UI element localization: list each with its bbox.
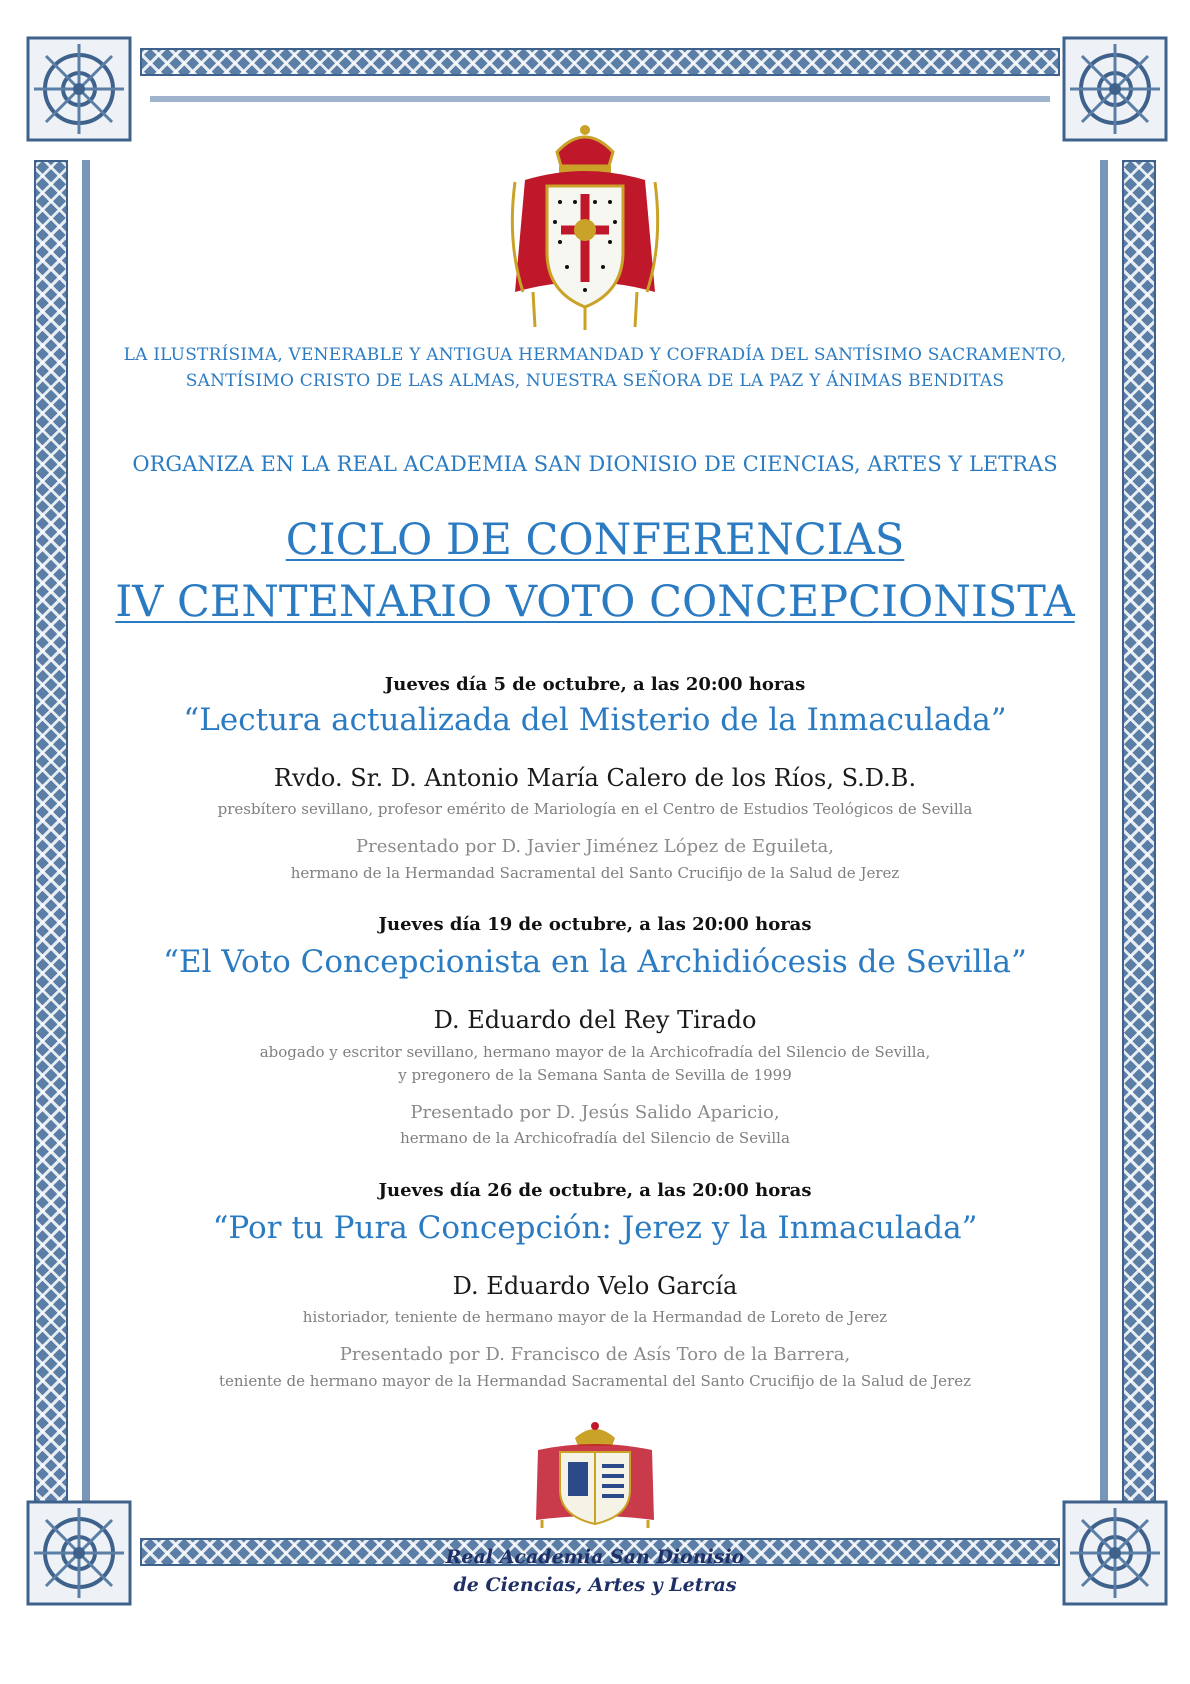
talk-speaker: D. Eduardo Velo García [452, 1272, 738, 1300]
ornamental-corner-icon [1060, 1498, 1170, 1608]
talk-date: Jueves día 5 de octubre, a las 20:00 horas [384, 674, 806, 695]
frame-top-border [140, 48, 1060, 76]
talk-speaker: D. Eduardo del Rey Tirado [433, 1006, 757, 1034]
talk-title: “Por tu Pura Concepción: Jerez y la Inmaculada” [212, 1210, 978, 1246]
frame-left-inner-line [82, 160, 90, 1514]
organizer-line-2: SANTÍSIMO CRISTO DE LAS ALMAS, NUESTRA SEÑORA DE LA PAZ Y ÁNIMAS BENDITAS [185, 371, 1005, 391]
academy-name-line-1: Real Academia San Dionisio [445, 1546, 745, 1568]
talk-presenter: Presentado por D. Francisco de Asís Toro de la Barrera, [339, 1344, 851, 1365]
talk-date: Jueves día 19 de octubre, a las 20:00 horas [378, 914, 812, 935]
cycle-title-line-2: IV CENTENARIO VOTO CONCEPCIONISTA [115, 577, 1075, 627]
academy-name-line-2: de Ciencias, Artes y Letras [453, 1574, 737, 1596]
talk-presenter: Presentado por D. Javier Jiménez López de Eguileta, [356, 836, 834, 857]
talk-speaker-role: abogado y escritor sevillano, hermano mayor de la Archicofradía del Silencio de Sevilla, [259, 1043, 931, 1061]
ornamental-corner-icon [1060, 34, 1170, 144]
talk-presenter: Presentado por D. Jesús Salido Aparicio, [410, 1102, 780, 1123]
hermandad-coat-of-arms-icon [505, 122, 665, 337]
talk-speaker-role: historiador, teniente de hermano mayor de la Hermandad de Loreto de Jerez [302, 1308, 888, 1326]
talk-presenter-role: hermano de la Hermandad Sacramental del Santo Crucifijo de la Salud de Jerez [290, 864, 900, 882]
talk-title: “Lectura actualizada del Misterio de la Inmaculada” [183, 702, 1007, 738]
talk-speaker-role: presbítero sevillano, profesor emérito de Mariología en el Centro de Estudios Teológicos de Sevilla [217, 800, 973, 818]
ornamental-corner-icon [24, 34, 134, 144]
frame-top-inner-line [150, 96, 1050, 102]
organizer-venue: ORGANIZA EN LA REAL ACADEMIA SAN DIONISIO DE CIENCIAS, ARTES Y LETRAS [132, 452, 1058, 476]
talk-title: “El Voto Concepcionista en la Archidiócesis de Sevilla” [163, 944, 1027, 980]
talk-presenter-role: teniente de hermano mayor de la Hermandad Sacramental del Santo Crucifijo de la Salud de Jerez [218, 1372, 972, 1390]
frame-right-inner-line [1100, 160, 1108, 1514]
frame-right-border [1122, 160, 1156, 1514]
cycle-title-line-1: CICLO DE CONFERENCIAS [285, 515, 905, 565]
talk-presenter-role: hermano de la Archicofradía del Silencio de Sevilla [400, 1129, 790, 1147]
talk-speaker: Rvdo. Sr. D. Antonio María Calero de los Ríos, S.D.B. [273, 764, 917, 792]
talk-speaker-role: y pregonero de la Semana Santa de Sevilla de 1999 [398, 1066, 792, 1084]
ornamental-corner-icon [24, 1498, 134, 1608]
organizer-line-1: LA ILUSTRÍSIMA, VENERABLE Y ANTIGUA HERMANDAD Y COFRADÍA DEL SANTÍSIMO SACRAMENTO, [123, 345, 1067, 365]
frame-left-border [34, 160, 68, 1514]
talk-date: Jueves día 26 de octubre, a las 20:00 horas [378, 1180, 812, 1201]
academy-coat-of-arms-icon [530, 1420, 660, 1530]
